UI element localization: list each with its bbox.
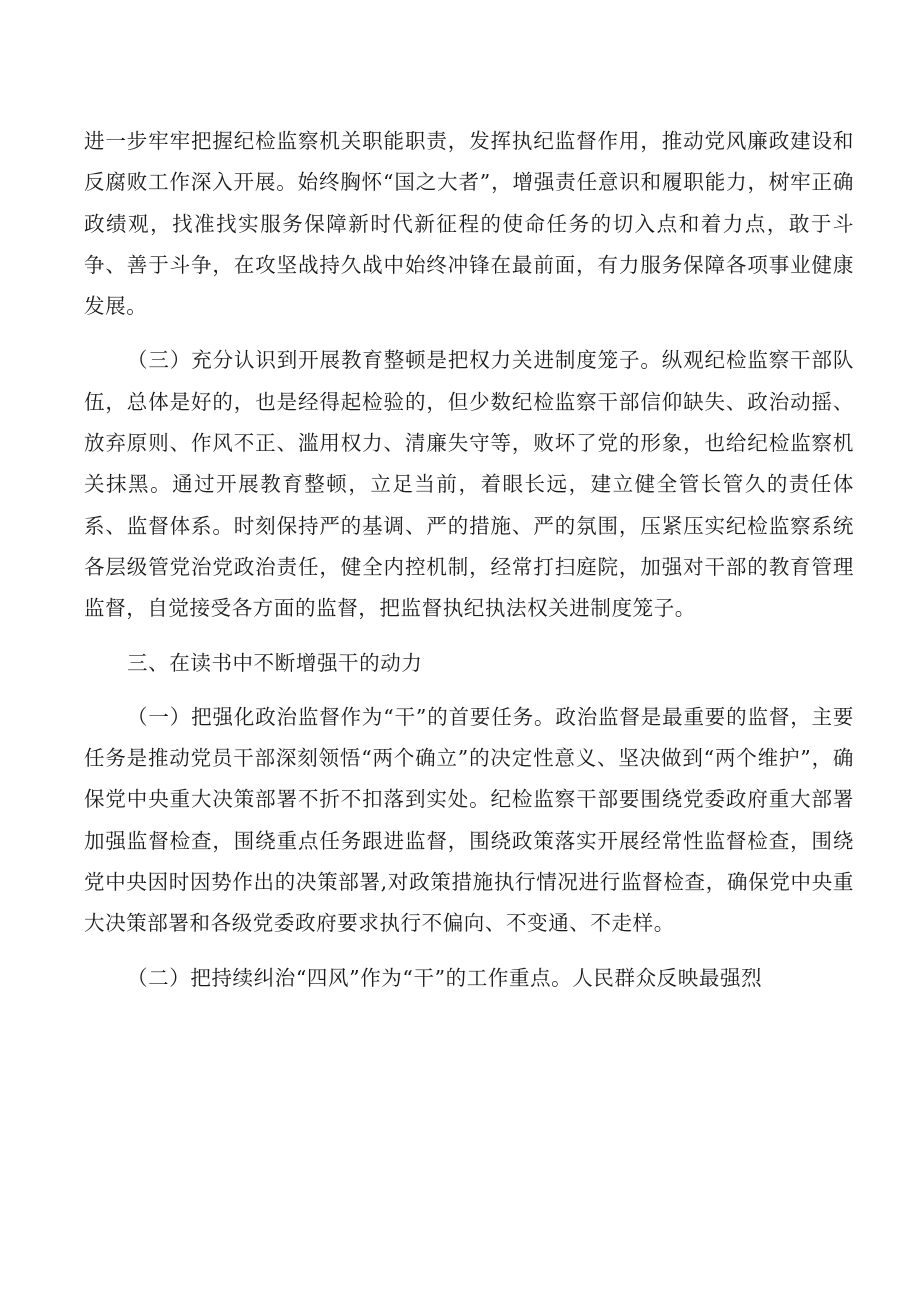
section-heading-three: 三、在读书中不断增强干的动力 bbox=[127, 650, 423, 675]
document-page bbox=[84, 121, 854, 999]
paragraph-section-three-sub-three: （三）充分认识到开展教育整顿是把权力关进制度笼子。纵观纪检监察干部队伍，总体是好的，也是经得起检验的，但少数纪检监察干部信仰缺失、政治动摇、放弃原则、作风不正、滥用权力、清廉失守等，败坏了党的形象，也给纪检监察机关抹黑。通过开展教育整顿，立足当前，着眼长远，建立健全管长管久的责任体系、监督体系。时刻保持严的基调、严的措施、严的氛围，压紧压实纪检监察系统各层级管党治党政治责任，健全内控机制，经常打扫庭院，加强对干部的教育管理监督，自觉接受各方面的监督，把监督执纪执法权关进制度笼子。 bbox=[84, 348, 854, 621]
paragraph-continuation: 进一步牢牢把握纪检监察机关职能职责，发挥执纪监督作用，推动党风廉政建设和反腐败工作深入开展。始终胸怀“国之大者”，增强责任意识和履职能力，树牢正确政绩观，找准找实服务保障新时代新征程的使命任务的切入点和着力点，敢于斗争、善于斗争，在攻坚战持久战中始终冲锋在最前面，有力服务保障各项事业健康发展。 bbox=[84, 129, 854, 319]
paragraph-four-winds: （二）把持续纠治“四风”作为“干”的工作重点。人民群众反映最强烈 bbox=[127, 965, 763, 990]
paragraph-political-supervision: （一）把强化政治监督作为“干”的首要任务。政治监督是最重要的监督，主要任务是推动党员干部深刻领悟“两个确立”的决定性意义、坚决做到“两个维护”，确保党中央重大决策部署不折不扣落到实处。纪检监察干部要围绕党委政府重大部署加强监督检查，围绕重点任务跟进监督，围绕政策落实开展经常性监督检查，围绕党中央因时因势作出的决策部署,对政策措施执行情况进行监督检查，确保党中央重大决策部署和各级党委政府要求执行不偏向、不变通、不走样。 bbox=[84, 704, 854, 936]
